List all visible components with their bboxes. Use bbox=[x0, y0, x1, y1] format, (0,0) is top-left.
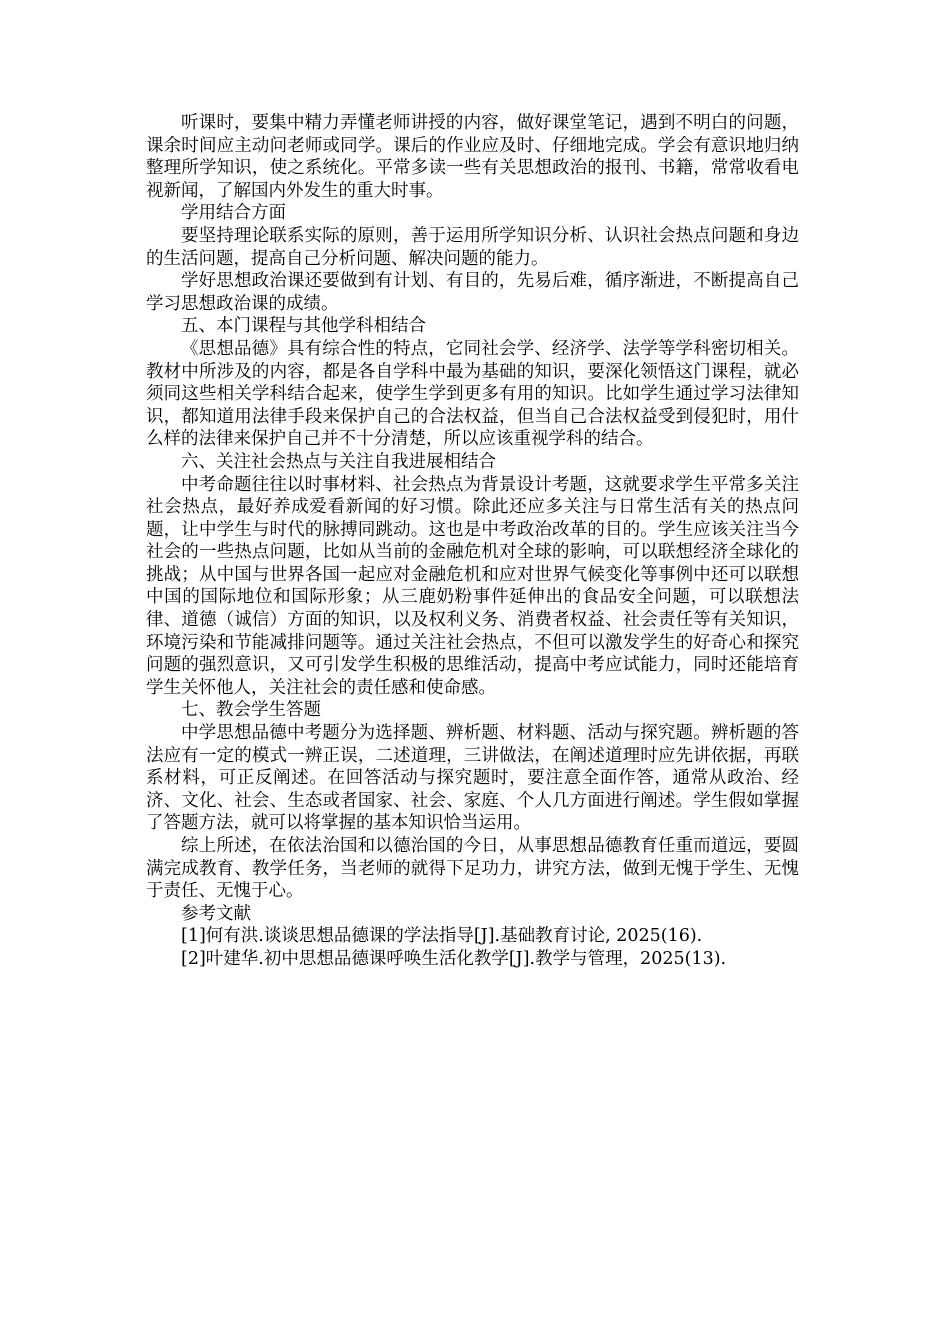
paragraph-conclusion: 综上所述，在依法治国和以德治国的今日，从事思想品德教育任重而道远，要圆满完成教育、教学任务，当老师的就得下足功力，讲究方法，做到无愧于学生、无愧于责任、无愧于心。 bbox=[146, 836, 799, 902]
document-body bbox=[146, 112, 799, 971]
heading-learning-application: 学用结合方面 bbox=[181, 203, 286, 224]
paragraph-planned-study: 学好思想政治课还要做到有计划、有目的，先易后难，循序渐进，不断提高自己学习思想政治课的成绩。 bbox=[146, 271, 799, 314]
reference-item-2: [2]叶建华.初中思想品德课呼唤生活化教学[J].教学与管理，2025(13). bbox=[181, 948, 727, 969]
paragraph-section-6: 中考命题往往以时事材料、社会热点为背景设计考题，这就要求学生平常多关注社会热点，最好养成爱看新闻的好习惯。除此还应多关注与日常生活有关的热点问题，让中学生与时代的脉搏同跳动。这也是中考政治改革的目的。学生应该关注当今社会的一些热点问题，比如从当前的金融危机对全球的影响，可以联想经济全球化的挑战；从中国与世界各国一起应对金融危机和应对世界气候变化等事例中还可以联想中国的国际地位和国际形象；从三鹿奶粉事件延伸出的食品安全问题，可以联想法律、道德（诚信）方面的知识，以及权利义务、消费者权益、社会责任等有关知识，环境污染和节能减排问题等。通过关注社会热点，不但可以激发学生的好奇心和探究问题的强烈意识，又可引发学生积极的思维活动，提高中考应试能力，同时还能培育学生关怀他人，关注社会的责任感和使命感。 bbox=[146, 474, 799, 698]
heading-section-5: 五、本门课程与其他学科相结合 bbox=[181, 316, 426, 337]
heading-section-7: 七、教会学生答题 bbox=[181, 700, 321, 721]
paragraph-section-5: 《思想品德》具有综合性的特点，它同社会学、经济学、法学等学科密切相关。教材中所涉及的内容，都是各自学科中最为基础的知识，要深化领悟这门课程，就必须同这些相关学科结合起来，使学生学到更多有用的知识。比如学生通过学习法律知识，都知道用法律手段来保护自己的合法权益，但当自己合法权益受到侵犯时，用什么样的法律来保护自己并不十分清楚，所以应该重视学科的结合。 bbox=[146, 338, 799, 450]
heading-references: 参考文献 bbox=[181, 903, 251, 924]
reference-item-1: [1]何有洪.谈谈思想品德课的学法指导[J].基础教育讨论, 2025(16). bbox=[181, 926, 703, 947]
heading-section-6: 六、关注社会热点与关注自我进展相结合 bbox=[181, 451, 496, 472]
paragraph-study-habits: 听课时，要集中精力弄懂老师讲授的内容，做好课堂笔记，遇到不明白的问题，课余时间应主动问老师或同学。课后的作业应及时、仔细地完成。学会有意识地归纳整理所学知识，使之系统化。平常多读一些有关思想政治的报刊、书籍，常常收看电视新闻，了解国内外发生的重大时事。 bbox=[146, 113, 799, 201]
paragraph-theory-practice: 要坚持理论联系实际的原则，善于运用所学知识分析、认识社会热点问题和身边的生活问题，提高自己分析问题、解决问题的能力。 bbox=[146, 225, 799, 269]
paragraph-section-7: 中学思想品德中考题分为选择题、辨析题、材料题、活动与探究题。辨析题的答法应有一定的模式一辨正误，二述道理，三讲做法，在阐述道理时应先讲依据，再联系材料，可正反阐述。在回答活动与探究题时，要注意全面作答，通常从政治、经济、文化、社会、生态或者国家、社会、家庭、个人几方面进行阐述。学生假如掌握了答题方法，就可以将掌握的基本知识恰当运用。 bbox=[146, 723, 799, 834]
